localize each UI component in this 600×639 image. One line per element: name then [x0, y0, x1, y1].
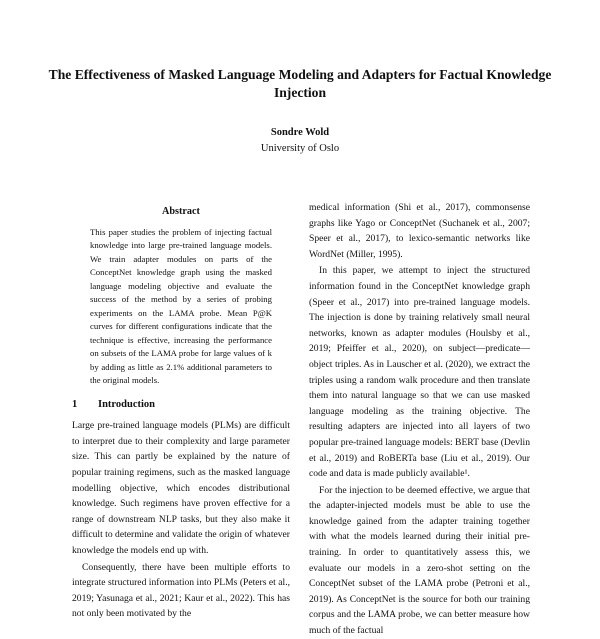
paper-title: The Effectiveness of Masked Language Modeling and Adapters for Factual Knowledge Injection: [48, 67, 552, 100]
abstract-text: This paper studies the problem of injecting factual knowledge into large pre-trained language models. We train adapter modules on parts of the ConceptNet knowledge graph using the masked language modeling objective and evaluate the success of the method by a series of probing experiments on the LAMA probe. Mean P@K curves for different configurations indicate that the technique is effective, increasing the performance on subsets of the LAMA probe for large values of k by adding as little as 2.1% additional parameters to the original models.: [90, 226, 272, 386]
intro-paragraph-2: Consequently, there have been multiple efforts to integrate structured information into PLMs (Peters et al., 2019; Yasunaga et al., 2021; Kaur et al., 2022). This has not only been motivated by the: [72, 561, 290, 620]
section-number: 1: [72, 398, 78, 410]
section-title: Introduction: [98, 398, 155, 410]
right-paragraph-2: In this paper, we attempt to inject the structured information found in the ConceptNet knowledge graph (Speer et al., 2017) into pre-trained language models. The injection is done by training relatively small neural networks, known as adapter modules (Houlsby et al., 2019; Pfeiffer et al., 2020), on subject—predicate—object triples. As in Lauscher et al. (2020), we extract the triples using a random walk procedure and then translate them into natural language so that we can use masked language modeling as the training objective. The resulting adapters are injected into all layers of two popular pre-trained language models: BERT base (Devlin et al., 2019) and RoBERTa base (Liu et al., 2019). Our code and data is made publicly available¹.: [309, 265, 530, 480]
author-affiliation: University of Oslo: [260, 143, 340, 154]
right-paragraph-1: medical information (Shi et al., 2017), commonsense graphs like Yago or ConceptNet (Suchanek et al., 2007; Speer et al., 2017), to lexico-semantic networks like WordNet (Miller, 1995).: [309, 202, 530, 260]
left-column: [72, 200, 290, 620]
abstract-heading: Abstract: [162, 206, 200, 217]
author-name: Sondre Wold: [270, 127, 330, 138]
right-paragraph-3: For the injection to be deemed effective, we argue that the adapter-injected models must be able to use the knowledge gained from the adapter training together with what the models learned during their initial pre-training. In order to quantitatively assess this, we evaluate our models in a zero-shot setting on the ConceptNet subset of the LAMA probe (Petroni et al., 2019). As ConceptNet is the source for both our training corpus and the LAMA probe, we can better measure how much of the factual: [309, 484, 530, 637]
section-heading: [72, 397, 290, 413]
intro-paragraph-1: Large pre-trained language models (PLMs) are difficult to interpret due to their complexity and large parameter size. This can partly be explained by the nature of popular training regimens, such as the masked language modelling objective, which encodes distributional knowledge. Such regimens have proven effective for a range of downstream NLP tasks, but they also make it difficult to determine and validate the origin of whatever knowledge the models end up with.: [72, 420, 290, 556]
right-column: [309, 200, 530, 637]
